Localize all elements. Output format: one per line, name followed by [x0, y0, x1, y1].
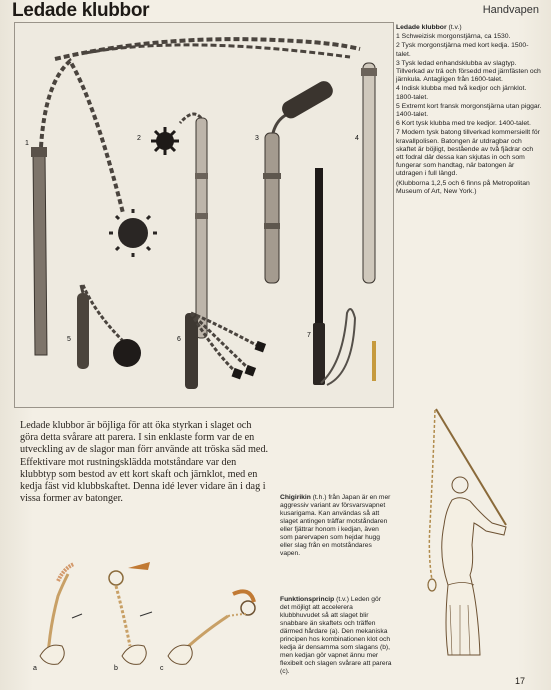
photo-caption [396, 24, 542, 197]
photo-label-2: 2 [137, 135, 141, 142]
chigirikin-caption [280, 494, 392, 558]
caption-note: (Klubborna 1,2,5 och 6 finns på Metropolitan Museum of Art, New York.) [396, 179, 530, 195]
diagram-label-a: a [33, 665, 37, 672]
page-title: Ledade klubbor [12, 0, 150, 21]
page-number: 17 [514, 676, 525, 686]
caption-heading: Ledade klubbor [396, 24, 447, 31]
photo-label-7: 7 [307, 332, 311, 339]
weapon-3-flail [263, 78, 336, 283]
caption-heading-ref: (t.v.) [448, 24, 462, 31]
function-principle-ref: (t.v.) [336, 596, 349, 603]
samurai-illustration [408, 405, 543, 667]
diagram-c [160, 591, 255, 672]
chigirikin-term: Chigirikin [280, 494, 311, 501]
diagram-label-c: c [160, 665, 164, 672]
weapons-illustration [15, 23, 393, 407]
weapon-1-morning-star [31, 61, 157, 355]
intro-paragraph: Ledade klubbor är böjliga för att öka styrkan i slaget och göra detta svårare att parera. I sin enklaste form var de en utveckling av de slagor man förr använde att tröska säd med. Effektivare mot rustningsklädda motståndare var den klubbtyp som bestod av ett kort skaft och järnklot, med en kedja fäst vid klubbskaftet. Denna idé lever vidare än i dag i vissa former av batonger. [20, 420, 269, 505]
caption-item-6: 6 Kort tysk klubba med tre kedjor. 1400-talet. [396, 120, 531, 128]
photo-label-4: 4 [355, 135, 359, 142]
function-principle-caption [280, 596, 392, 676]
section-header: Handvapen [482, 4, 539, 16]
weapon-6-three-chain-flail [185, 313, 266, 389]
caption-item-5: 5 Extremt kort fransk morgonstjärna utan piggar. 1400-talet. [396, 102, 542, 119]
caption-item-7: 7 Modern tysk batong tillverkad kommersiellt för kravallpolisen. Batongen är utdragbar och skaftet är böjligt, bestående av två fjädrar och ett fodral där dessa kan skjutas in och som fungerar som handtag, när batongen är utdragen i full längd. [396, 129, 540, 178]
diagram-a [33, 564, 82, 672]
chigirikin-text: från Japan är en mer aggressiv variant av försvarsvapnet kusarigama. Kan användas så att slaget antingen träffar motståndaren eller fjättrar honom i kedjan, även som parervapen som hejdar hugg eller slag från en motståndares vapen. [280, 494, 391, 557]
photo-label-3: 3 [255, 135, 259, 142]
caption-item-3: 3 Tysk ledad enhandsklubba av slagtyp. Tillverkad av trä och försedd med järnfästen och järnkula. Antagligen från 1600-talet. [396, 59, 541, 84]
function-principle-text: Leden gör det möjligt att accelerera klubbhuvudet så att slaget blir snabbare än skaftets och träffen därmed hårdare (a). Den mekaniska principen hos kombinationen klot och kedja är densamma som slagans (b), men kedjan gör vapnet ännu mer flexibelt och slagen svårare att parera (c). [280, 596, 392, 675]
diagram-label-b: b [114, 665, 118, 672]
caption-item-2: 2 Tysk morgonstjärna med kort kedja. 1500-talet. [396, 42, 529, 58]
chigirikin-ref: (t.h.) [312, 494, 327, 501]
caption-item-4: 4 Indisk klubba med två kedjor och järnklot. 1800-talet. [396, 85, 527, 101]
weapon-5-short-morning-star [77, 285, 141, 369]
mechanism-diagrams [18, 556, 273, 674]
diagram-b [109, 562, 152, 672]
photo-label-5: 5 [67, 336, 71, 343]
weapons-photo [14, 22, 394, 408]
function-principle-term: Funktionsprincip [280, 596, 335, 603]
caption-item-1: 1 Schweizisk morgonstjärna, ca 1530. [396, 33, 511, 41]
photo-label-6: 6 [177, 336, 181, 343]
weapon-4-indian-club [361, 63, 377, 283]
weapon-2-morning-star [151, 114, 208, 338]
photo-label-1: 1 [25, 140, 29, 147]
